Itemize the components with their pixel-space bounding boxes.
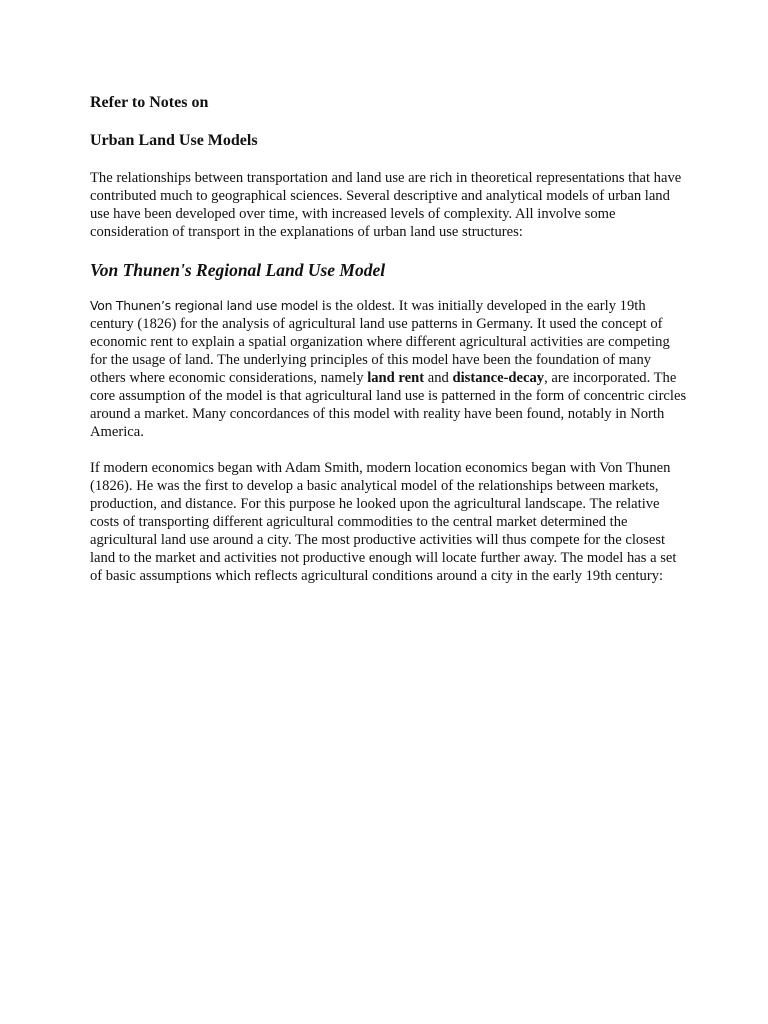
refer-heading: Refer to Notes on bbox=[90, 94, 209, 111]
land-rent-term: land rent bbox=[367, 370, 425, 386]
location-economics-paragraph: If modern economics began with Adam Smith, modern location economics began with Von Thunen (1826). He was the first to develop a basic analytical model of the relationships between markets, production, and distance. For this purpose he looked upon the agricultural landscape. The relative costs of transporting different agricultural commodities to the central market determined the agricultural land use around a city. The most productive activities will thus compete for the closest land to the market and activities not productive enough will locate further away. The model has a set of basic assumptions which reflects agricultural conditions around a city in the early 19th century: bbox=[90, 460, 677, 584]
von-thunen-section-title: Von Thunen's Regional Land Use Model bbox=[90, 260, 386, 280]
model-name-link-text: Von Thunen’s regional land use model bbox=[90, 298, 319, 313]
intro-paragraph: The relationships between transportation and land use are rich in theoretical representations that have contributed much to geographical sciences. Several descriptive and analytical models of urban land use have been developed over time, with increased levels of complexity. All involve some consideration of transport in the explanations of urban land use structures: bbox=[90, 170, 682, 240]
urban-land-use-models-heading: Urban Land Use Models bbox=[90, 132, 258, 149]
von-thunen-paragraph bbox=[90, 297, 690, 441]
paragraph-text: and bbox=[424, 370, 453, 386]
document-page bbox=[90, 93, 690, 585]
distance-decay-term: distance-decay bbox=[452, 370, 545, 386]
paragraph-text: is the oldest. It was initially developed in the early 19th century (1826) for the analysis of agricultural land use patterns in Germany. It used the concept of economic rent to explain a spatial organization where different agricultural activities are competing for the usage of land. The underlying principles of this model have been the foundation of many others where economic considerations, namely bbox=[90, 298, 670, 386]
paragraph-text: , are incorporated. The core assumption of the model is that agricultural land use is patterned in the form of concentric circles around a market. Many concordances of this model with reality have been found, notably in North America. bbox=[90, 370, 687, 440]
